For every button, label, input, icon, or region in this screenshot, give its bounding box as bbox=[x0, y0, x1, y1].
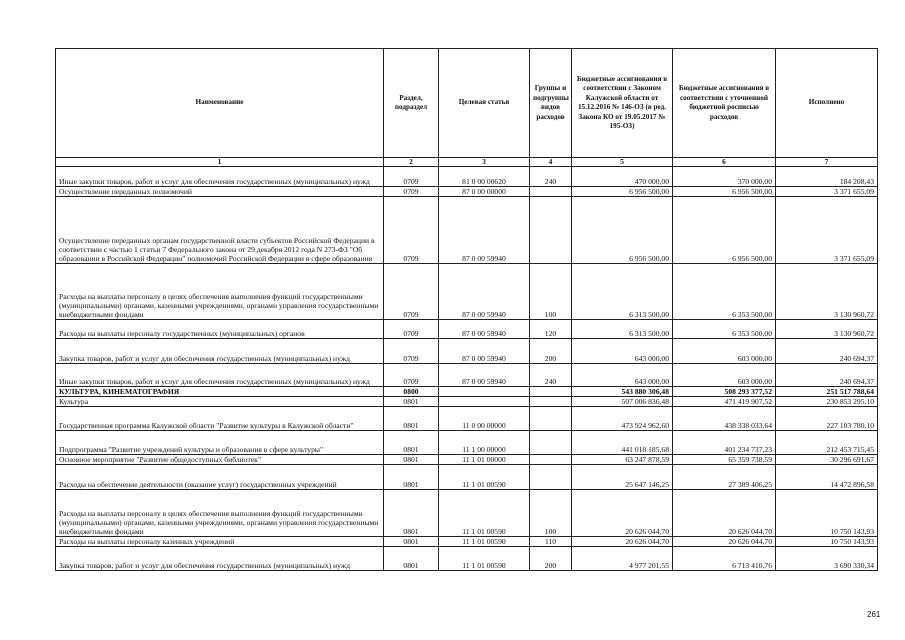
row-executed: 251 517 788,64 bbox=[776, 387, 878, 397]
row-group bbox=[530, 397, 572, 407]
row-group: 100 bbox=[530, 264, 572, 320]
row-name: Расходы на выплаты персоналу казенных учреждений bbox=[56, 537, 384, 547]
row-group bbox=[530, 455, 572, 465]
row-section: 0801 bbox=[384, 537, 439, 547]
row-executed: 184 208,43 bbox=[776, 167, 878, 187]
table-header-row bbox=[56, 49, 878, 158]
row-target: 87 0 00 59940 bbox=[439, 197, 530, 264]
header-executed: Исполнено bbox=[776, 49, 878, 158]
row-group: 200 bbox=[530, 339, 572, 364]
row-group: 240 bbox=[530, 167, 572, 187]
table-row bbox=[56, 465, 878, 490]
column-number: 2 bbox=[384, 158, 439, 167]
row-amount-refined: 6 353 500,00 bbox=[673, 264, 776, 320]
row-executed: 3 130 960,72 bbox=[776, 264, 878, 320]
row-group: 240 bbox=[530, 364, 572, 387]
row-amount-refined: 65 359 738,59 bbox=[673, 455, 776, 465]
table-row bbox=[56, 187, 878, 197]
table-row bbox=[56, 264, 878, 320]
row-amount-refined: 471 419 907,52 bbox=[673, 397, 776, 407]
table-row bbox=[56, 320, 878, 339]
row-amount-refined: 6 956 500,00 bbox=[673, 197, 776, 264]
row-target: 87 0 00 59940 bbox=[439, 339, 530, 364]
row-group bbox=[530, 465, 572, 490]
row-group bbox=[530, 387, 572, 397]
row-target bbox=[439, 397, 530, 407]
row-name: Иные закупки товаров, работ и услуг для обеспечения государственных (муниципальных) нужд bbox=[56, 167, 384, 187]
row-amount-refined: 27 389 406,25 bbox=[673, 465, 776, 490]
row-executed: 240 694,37 bbox=[776, 364, 878, 387]
row-amount-refined: 6 353 500,00 bbox=[673, 320, 776, 339]
row-amount-law: 470 000,00 bbox=[572, 167, 673, 187]
table-row bbox=[56, 387, 878, 397]
header-group: Группы и подгруппы видов расходов bbox=[530, 49, 572, 158]
row-section: 0709 bbox=[384, 264, 439, 320]
row-name: Осуществление переданных органам государственной власти субъектов Российской Федерации в соответствии с частью 1 статьи 7 Федерального закона от 29 декабря 2012 года N 273-ФЗ "Об образовании в Российской Федерации" полномочий Российской Федерации в сфере образования bbox=[56, 197, 384, 264]
row-target: 87 0 00 59940 bbox=[439, 264, 530, 320]
page-number: 261 bbox=[867, 610, 881, 619]
row-group bbox=[530, 187, 572, 197]
row-amount-refined: 370 000,00 bbox=[673, 167, 776, 187]
row-executed: 230 853 295,10 bbox=[776, 397, 878, 407]
table-row bbox=[56, 364, 878, 387]
row-group bbox=[530, 197, 572, 264]
row-target: 11 1 01 00590 bbox=[439, 537, 530, 547]
row-name: Расходы на выплаты персоналу в целях обеспечения выполнения функций государственными (муниципальными) органами, казенными учреждениями, органами управления государственными внебюджетными фондами bbox=[56, 264, 384, 320]
table-row bbox=[56, 339, 878, 364]
row-section: 0800 bbox=[384, 387, 439, 397]
row-amount-law: 6 956 500,00 bbox=[572, 197, 673, 264]
row-name: Расходы на выплаты персоналу государственных (муниципальных) органов bbox=[56, 320, 384, 339]
column-number-row bbox=[56, 158, 878, 167]
row-section: 0709 bbox=[384, 364, 439, 387]
row-name: Расходы на выплаты персоналу в целях обеспечения выполнения функций государственными (муниципальными) органами, казенными учреждениями, органами управления государственными внебюджетными фондами bbox=[56, 490, 384, 537]
column-number: 7 bbox=[776, 158, 878, 167]
row-amount-law: 543 880 306,48 bbox=[572, 387, 673, 397]
row-amount-refined: 401 234 737,23 bbox=[673, 431, 776, 455]
row-name: Государственная программа Калужской области "Развитие культуры в Калужской области" bbox=[56, 407, 384, 431]
column-number: 3 bbox=[439, 158, 530, 167]
row-target: 87 0 00 59940 bbox=[439, 320, 530, 339]
row-executed: 227 103 780,10 bbox=[776, 407, 878, 431]
row-name: КУЛЬТУРА, КИНЕМАТОГРАФИЯ bbox=[56, 387, 384, 397]
row-section: 0709 bbox=[384, 197, 439, 264]
row-amount-law: 4 977 201,55 bbox=[572, 547, 673, 571]
row-amount-refined: 20 626 044,70 bbox=[673, 537, 776, 547]
row-target: 11 1 01 00590 bbox=[439, 490, 530, 537]
row-target: 11 1 01 00590 bbox=[439, 465, 530, 490]
row-group: 120 bbox=[530, 320, 572, 339]
row-executed: 3 371 655,09 bbox=[776, 187, 878, 197]
row-amount-law: 63 247 878,59 bbox=[572, 455, 673, 465]
row-section: 0801 bbox=[384, 547, 439, 571]
row-target: 87 0 00 59940 bbox=[439, 364, 530, 387]
row-amount-refined: 438 338 033,64 bbox=[673, 407, 776, 431]
table-row bbox=[56, 537, 878, 547]
row-group: 100 bbox=[530, 490, 572, 537]
row-amount-refined: 603 000,00 bbox=[673, 339, 776, 364]
row-section: 0801 bbox=[384, 455, 439, 465]
budget-table bbox=[55, 48, 878, 571]
row-amount-law: 473 924 962,60 bbox=[572, 407, 673, 431]
row-target: 11 1 01 00000 bbox=[439, 455, 530, 465]
row-amount-law: 6 313 500,00 bbox=[572, 320, 673, 339]
header-name: Наименование bbox=[56, 49, 384, 158]
row-amount-law: 643 000,00 bbox=[572, 364, 673, 387]
row-group: 200 bbox=[530, 547, 572, 571]
table-row bbox=[56, 407, 878, 431]
row-name: Закупка товаров, работ и услуг для обеспечения государственных (муниципальных) нужд bbox=[56, 547, 384, 571]
row-group bbox=[530, 407, 572, 431]
table-row bbox=[56, 455, 878, 465]
row-amount-law: 643 000,00 bbox=[572, 339, 673, 364]
row-amount-law: 25 647 146,25 bbox=[572, 465, 673, 490]
row-group: 110 bbox=[530, 537, 572, 547]
row-amount-law: 20 626 044,70 bbox=[572, 537, 673, 547]
row-section: 0801 bbox=[384, 407, 439, 431]
column-number: 5 bbox=[572, 158, 673, 167]
column-number: 4 bbox=[530, 158, 572, 167]
row-section: 0709 bbox=[384, 167, 439, 187]
table-row bbox=[56, 547, 878, 571]
row-target: 11 0 00 00000 bbox=[439, 407, 530, 431]
row-executed: 3 690 330,34 bbox=[776, 547, 878, 571]
row-name: Расходы на обеспечение деятельности (оказание услуг) государственных учреждений bbox=[56, 465, 384, 490]
row-section: 0801 bbox=[384, 465, 439, 490]
header-section: Раздел, подраздел bbox=[384, 49, 439, 158]
table-row bbox=[56, 197, 878, 264]
row-executed: 10 750 143,93 bbox=[776, 537, 878, 547]
row-section: 0709 bbox=[384, 320, 439, 339]
row-amount-law: 6 956 500,00 bbox=[572, 187, 673, 197]
row-target bbox=[439, 387, 530, 397]
row-target: 11 1 00 00000 bbox=[439, 431, 530, 455]
row-name: Осуществление переданных полномочий bbox=[56, 187, 384, 197]
row-executed: 30 296 691,67 bbox=[776, 455, 878, 465]
row-amount-refined: 20 626 044,70 bbox=[673, 490, 776, 537]
row-section: 0801 bbox=[384, 397, 439, 407]
row-executed: 3 371 655,09 bbox=[776, 197, 878, 264]
row-target: 11 1 01 00590 bbox=[439, 547, 530, 571]
row-executed: 212 453 715,45 bbox=[776, 431, 878, 455]
table-row bbox=[56, 167, 878, 187]
row-section: 0801 bbox=[384, 431, 439, 455]
row-amount-refined: 6 956 500,00 bbox=[673, 187, 776, 197]
row-executed: 10 750 143,93 bbox=[776, 490, 878, 537]
row-target: 87 0 00 00000 bbox=[439, 187, 530, 197]
row-name: Подпрограмма "Развитие учреждений культуры и образования в сфере культуры" bbox=[56, 431, 384, 455]
row-amount-refined: 6 713 410,76 bbox=[673, 547, 776, 571]
column-number: 6 bbox=[673, 158, 776, 167]
header-target: Целевая статья bbox=[439, 49, 530, 158]
row-section: 0709 bbox=[384, 339, 439, 364]
row-executed: 3 130 960,72 bbox=[776, 320, 878, 339]
column-number: 1 bbox=[56, 158, 384, 167]
row-section: 0709 bbox=[384, 187, 439, 197]
row-target: 81 0 00 00620 bbox=[439, 167, 530, 187]
header-amount-refined: Бюджетные ассигнования в соответствии с уточненной бюджетной росписью расходов bbox=[673, 49, 776, 158]
row-amount-refined: 603 000,00 bbox=[673, 364, 776, 387]
row-executed: 14 472 896,58 bbox=[776, 465, 878, 490]
table-row bbox=[56, 431, 878, 455]
row-name: Закупка товаров, работ и услуг для обеспечения государственных (муниципальных) нужд bbox=[56, 339, 384, 364]
row-executed: 240 694,37 bbox=[776, 339, 878, 364]
row-section: 0801 bbox=[384, 490, 439, 537]
header-amount-law: Бюджетные ассигнования в соответствии с Законом Калужской области от 15.12.2016 № 146-ОЗ (в ред. Закона КО от 19.05.2017 № 195-ОЗ) bbox=[572, 49, 673, 158]
row-amount-law: 20 626 044,70 bbox=[572, 490, 673, 537]
row-amount-law: 6 313 500,00 bbox=[572, 264, 673, 320]
row-name: Культура bbox=[56, 397, 384, 407]
row-amount-refined: 508 293 377,52 bbox=[673, 387, 776, 397]
row-name: Иные закупки товаров, работ и услуг для обеспечения государственных (муниципальных) нужд bbox=[56, 364, 384, 387]
row-name: Основное мероприятие "Развитие общедоступных библиотек" bbox=[56, 455, 384, 465]
table-row bbox=[56, 397, 878, 407]
row-group bbox=[530, 431, 572, 455]
row-amount-law: 441 018 185,68 bbox=[572, 431, 673, 455]
table-row bbox=[56, 490, 878, 537]
row-amount-law: 507 006 836,48 bbox=[572, 397, 673, 407]
